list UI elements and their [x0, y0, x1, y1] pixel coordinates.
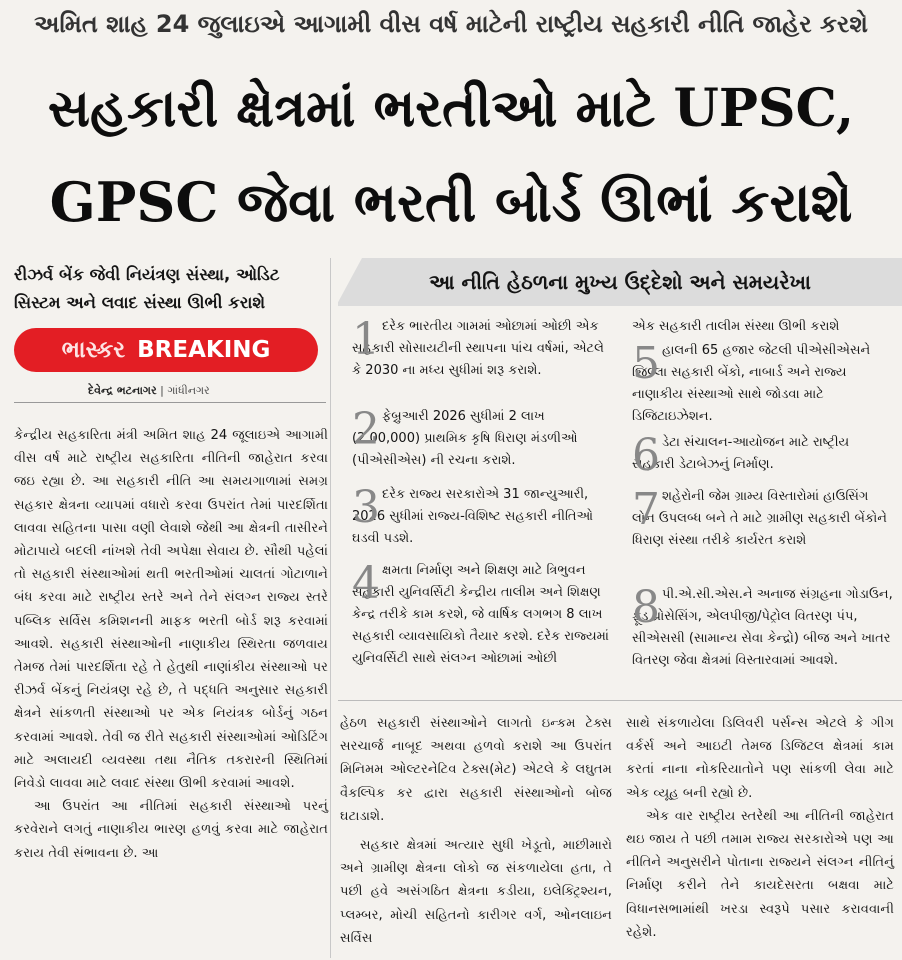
objective-text: ફેબ્રુઆરી 2026 સુધીમાં 2 લાખ (2,00,000) પ્રાથમિક કૃષિ ધિરાણ મંડળીઓ (પીએસીએસ) ની રચના કરાશે. [352, 409, 578, 468]
byline-author: દેવેન્દ્ર ભટનાગર [88, 384, 157, 397]
badge-brand: ભાસ્કર [61, 337, 126, 363]
byline [88, 384, 210, 398]
box-bottom-rule [338, 700, 902, 701]
objective-text: દરેક રાજ્ય સરકારોએ 31 જાન્યુઆરી, 2026 સુધીમાં રાજ્ય-વિશિષ્ટ સહકારી નીતિઓ ઘડવી પડશે. [352, 487, 594, 546]
objectives-box-title: આ નીતિ હેઠળના મુખ્ય ઉદ્દેશો અને સમયરેખા [429, 270, 811, 294]
objective-item [632, 340, 894, 428]
objective-item [632, 584, 894, 672]
byline-separator: | [160, 384, 168, 397]
column-3 [626, 712, 894, 944]
badge-label: BREAKING [137, 337, 271, 363]
col3-paragraph-2: એક વાર રાષ્ટ્રીય સ્તરેથી આ નીતિની જાહેરાત થઇ જાય તે પછી તમામ રાજ્ય સરકારોએ પણ આ નીતિને અનુસરીને પોતાના રાજ્યને સંલગ્ન નીતિનું નિર્માણ કરીને તેને કાયદેસરતા બક્ષવા માટે વિધાનસભામાંથી ખરડા સ્વરૂપે પસાર કરાવવાની રહેશે. [626, 808, 894, 940]
headline-line-2: GPSC જેવા ભરતી બોર્ડ ઊભાં કરાશે [49, 170, 853, 234]
objective-text: ક્ષમતા નિર્માણ અને શિક્ષણ માટે ત્રિભુવન સહકારી યુનિવર્સિટી કેન્દ્રીય તાલીમ અને શિક્ષણ કેન્દ્ર તરીકે કામ કરશે, જે વાર્ષિક લગભગ 8 લાખ સહકારી વ્યાવસાયિકો તૈયાર કરશે. દરેક રાજ્યમાં યુનિવર્સિટી સાથે સંલગ્ન ઓછામાં ઓછી [352, 563, 609, 666]
objective-number: 8 [632, 582, 660, 633]
objective-text: ડેટા સંચાલન-આયોજન માટે રાષ્ટ્રીય સહકારી ડેટાબેઝનું નિર્માણ. [632, 435, 850, 472]
byline-place: ગાંધીનગર [167, 384, 210, 397]
objective-number: 7 [632, 484, 660, 535]
col2-paragraph-2: સહકાર ક્ષેત્રમાં અત્યાર સુધી ખેડૂતો, માછીમારો અને ગ્રામીણ ક્ષેત્રના લોકો જ સંકળાયેલા હતા, તે પછી હવે અસંગઠિત ક્ષેત્રના કડીયા, ઇલેક્ટ્રિશ્યન, પ્લમ્બર, મોચી સહિતનો કારીગર વર્ગ, ઓનલાઇન સર્વિસ [340, 838, 612, 946]
objective-item [352, 406, 614, 472]
column-1 [14, 424, 328, 865]
col1-paragraph-2: આ ઉપરાંત આ નીતિમાં સહકારી સંસ્થાઓ પરનું કરવેરાને લગતું નાણાકીય ભારણ હળવું કરવા માટે જાહેરાત કરાય તેવી સંભાવના છે. આ [14, 799, 328, 861]
objectives-box-header [338, 258, 902, 306]
kicker: અમિત શાહ 24 જુલાઇએ આગામી વીસ વર્ષ માટેની રાષ્ટ્રીય સહકારી નીતિ જાહેર કરશે [34, 10, 868, 38]
objective-item [352, 484, 614, 550]
col3-paragraph-1: સાથે સંકળાયેલા ડિલિવરી પર્સન્સ એટલે કે ગીગ વર્કર્સ અને આઇટી તેમજ ડિજિટલ ક્ષેત્રમાં કામ કરતાં નાના નોકરિયાતોને પણ સાંકળી લેવા માટે એક વ્યૂહ બની રહ્યો છે. [626, 716, 894, 801]
objective-item-continued [632, 316, 894, 338]
objective-number: 3 [352, 482, 380, 533]
headline-line-1: સહકારી ક્ષેત્રમાં ભરતીઓ માટે UPSC, [47, 78, 855, 139]
objective-number: 5 [632, 338, 660, 389]
objective-item [632, 486, 894, 552]
objective-number: 6 [632, 430, 660, 481]
breaking-badge [14, 328, 318, 372]
objective-number: 2 [352, 404, 380, 455]
subhead-line-1: રીઝર્વ બેંક જેવી નિયંત્રણ સંસ્થા, ઓડિટ [14, 265, 280, 284]
objective-text: શહેરોની જેમ ગ્રામ્ય વિસ્તારોમાં હાઉસિંગ લોન ઉપલબ્ધ બને તે માટે ગ્રામીણ સહકારી બેંકોને ધિરાણ સંસ્થા તરીકે કાર્યરત કરાશે [632, 489, 887, 548]
objective-number: 1 [352, 314, 380, 365]
column-2 [340, 712, 612, 950]
col2-paragraph-1: હેઠળ સહકારી સંસ્થાઓને લાગતો ઇન્કમ ટેક્સ સરચાર્જ નાબૂદ અથવા હળવો કરાશે આ ઉપરાંત મિનિમમ ઓલ્ટરનેટિવ ટેક્સ(મેટ) એટલે કે લઘુતમ વૈકલ્પિક કર દ્વારા સહકારી સંસ્થાઓનો બોજ ઘટાડાશે. [340, 716, 612, 824]
objective-number: 4 [352, 558, 380, 609]
subhead-line-2: સિસ્ટમ અને લવાદ સંસ્થા ઊભી કરાશે [14, 293, 266, 312]
byline-rule [14, 402, 326, 403]
col1-paragraph-1: કેન્દ્રીય સહકારિતા મંત્રી અમિત શાહ 24 જૂલાઇએ આગામી વીસ વર્ષ માટે રાષ્ટ્રીય સહકારિતા નીતિની જાહેરાત કરવા જઇ રહ્યા છે. આ સહકારી નીતિ આ સમયગાળામાં સમગ્ર સહકાર ક્ષેત્રના વ્યાપમાં વધારો કરવા ઉપરાંત તેમાં પારદર્શિતા લાવવા સહિતના પાસા વણી લેવાશે જેથી આ ક્ષેત્રની તાસીરને મોટાપાયે બદલી નાંખશે તેવી અપેક્ષા સેવાય છે. સૌથી પહેલાં તો સહકારી સંસ્થાઓમાં થતી ભરતીઓમાં ચાલતાં ગોટાળાને બંધ કરવા માટે રાષ્ટ્રીય સ્તરે અને તેને સંલગ્ન રાજ્ય સ્તરે પબ્લિક સર્વિસ કમિશનની માફક ભરતી બોર્ડ શરૂ કરવામાં આવશે. સહકારી સંસ્થાઓની નાણાકીય સ્થિરતા જળવાય તેમજ તેમાં પારદર્શિતા રહે તે હેતુથી નાણાંકીય સંસ્થાઓ પર રીઝર્વ બેંકનું નિયંત્રણ રહે છે, તે પદ્ધતિ અનુસાર સહકારી ક્ષેત્રને સાંકળતી સંસ્થાઓ પર એક નિયંત્રક બોર્ડનું ગઠન કરવામાં આવશે. તેવી જ રીતે સહકારી સંસ્થાઓમાં ઓડિટિંગ માટે અલાયદી વ્યવસ્થા તથા નૈતિક તકરારની સ્થિતિમાં નિવેડો લાવવા માટે લવાદ સંસ્થા ઊભી કરવામાં આવશે. [14, 428, 328, 792]
objective-text: દરેક ભારતીય ગામમાં ઓછામાં ઓછી એક સહકારી સોસાયટીની સ્થાપના પાંચ વર્ષમાં, એટલે કે 2030 ના મધ્ય સુધીમાં શરૂ કરાશે. [352, 319, 604, 378]
objective-text: પી.એ.સી.એસ.ને અનાજ સંગ્રહના ગોડાઉન, ફૂડ પ્રોસેસિંગ, એલપીજી/પેટ્રોલ વિતરણ પંપ, સીએસસી (સામાન્ય સેવા કેન્દ્રો) બીજ અને ખાતર વિતરણ જેવા ક્ષેત્રમાં વિસ્તારવામાં આવશે. [632, 587, 893, 668]
objective-item [632, 430, 894, 481]
column-divider [330, 258, 331, 958]
objective-text: એક સહકારી તાલીમ સંસ્થા ઊભી કરાશે [632, 319, 840, 334]
header-notch [336, 258, 362, 306]
objective-item [352, 560, 614, 670]
objective-text: હાલની 65 હજાર જેટલી પીએસીએસને જિલ્લા સહકારી બેંકો, નાબાર્ડ અને રાજ્ય નાણાકીય સંસ્થાઓ સાથે જોડવા માટે ડિજિટાઇઝેશન. [632, 343, 871, 424]
objective-item [352, 316, 614, 382]
